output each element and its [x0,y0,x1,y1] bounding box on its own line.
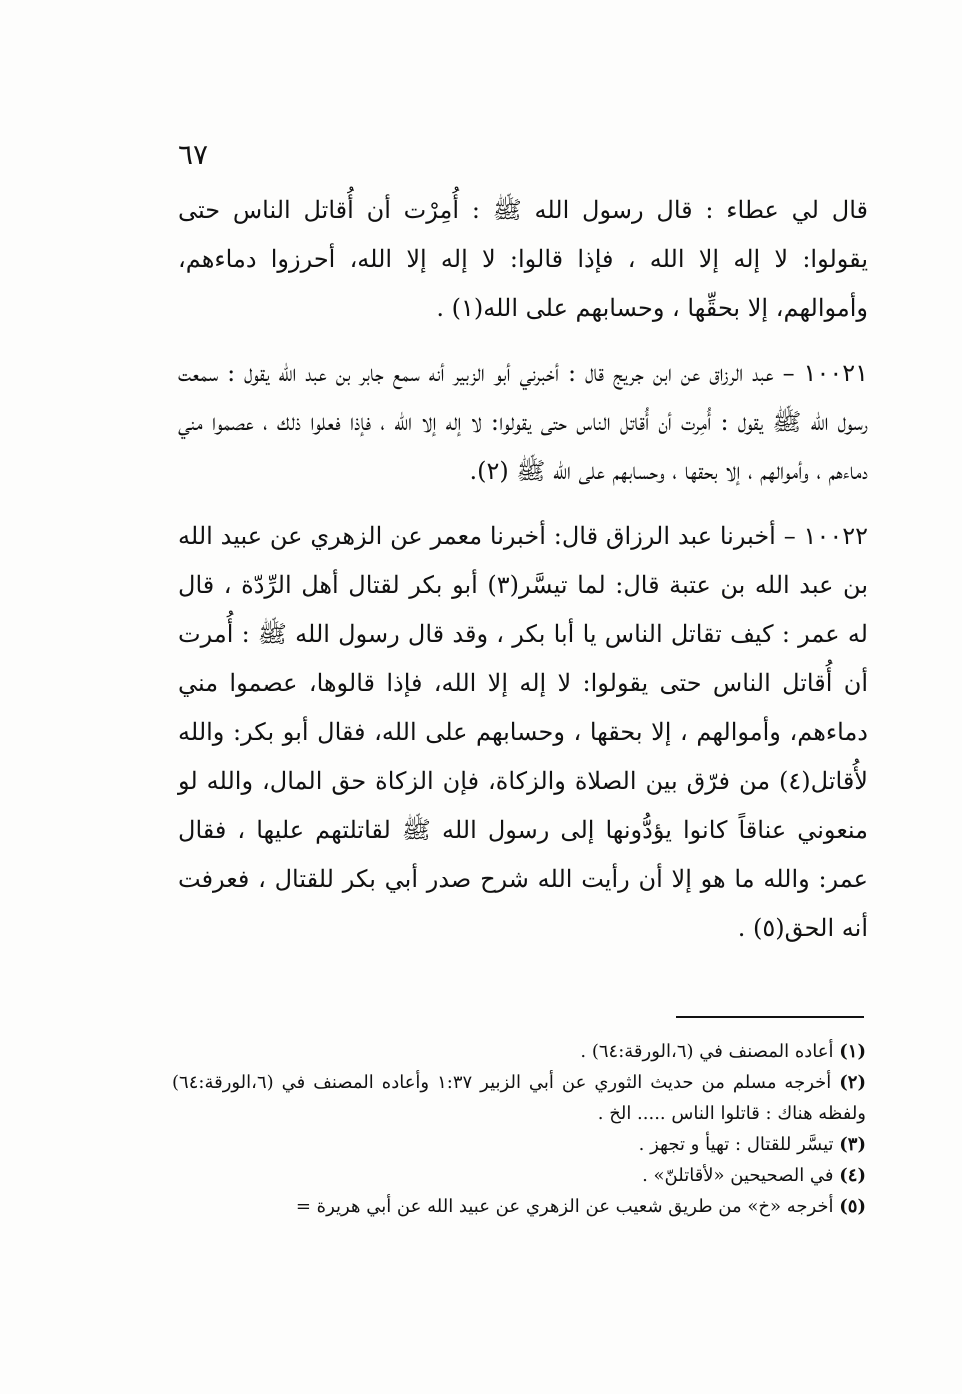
paragraph-hadith-10022: ١٠٠٢٢ – أخبرنا عبد الرزاق قال: أخبرنا معمر عن الزهري عن عبيد الله بن عبد الله بن عتبة قال: لما تيسَّر(٣) أبو بكر لقتال أهل الرِّدّة ، قال له عمر : كيف تقاتل الناس يا أبا بكر ، وقد قال رسول الله ﷺ : أُمرت أن أُقاتل الناس حتى يقولوا: لا إله إلا الله، فإذا قالوها، عصموا مني دماءهم، وأموالهم ، إلا بحقها ، وحسابهم على الله، فقال أبو بكر: والله لأُقاتل(٤) من فرّق بين الصلاة والزكاة، فإن الزكاة حق المال، والله لو منعوني عناقاً كانوا يؤدُّونها إلى رسول الله ﷺ لقاتلتهم عليها ، فقال عمر: والله ما هو إلا أن رأيت الله شرح صدر أبي بكر للقتال ، فعرفت أنه الحق(٥) . [178,522,868,942]
footnote-1 [172,1036,866,1067]
footnote-number: (٥) [839,1196,866,1217]
footnote-text: أخرجه «خ» من طريق شعيب عن الزهري عن عبيد الله عن أبي هريرة = [295,1196,834,1217]
footnote-number: (١) [839,1041,866,1062]
page-number: ٦٧ [178,138,209,171]
footnote-number: (٤) [839,1165,866,1186]
footnote-text: أعاده المصنف في (٦،الورقة:٦٤) . [580,1041,834,1062]
footnote-number: (٣) [839,1134,866,1155]
footnote-number: (٢) [839,1072,866,1093]
footnote-2 [172,1067,866,1129]
paragraph-hadith-continuation: قال لي عطاء : قال رسول الله ﷺ : أُمِرْت أن أُقاتل الناس حتى يقولوا: لا إله إلا الله ، فإذا قالوا: لا إله إلا الله، أحرزوا دماءهم، وأموالهم، إلا بحقِّها ، وحسابهم على الله(١) . [178,196,869,322]
footnote-5 [172,1191,866,1222]
main-text [178,186,868,953]
paragraph-hadith-10021: ١٠٠٢١ – عبد الرزاق عن ابن جريج قال : أخبرني أبو الزبير أنه سمع جابر بن عبد الله يقول : سمعت رسول الله ﷺ يقول : أُمِرت أن أُقاتل الناس حتى يقولوا: لا إله إلا الله ، فإذا فعلوا ذلك ، عصموا مني دماءهم ، وأموالهم ، إلا بحقها ، وحسابهم على الله ﷺ (٢). [178,359,868,485]
footnote-4 [172,1160,866,1191]
footnote-text: أخرجه مسلم من حديث الثوري عن أبي الزبير ١:٣٧ وأعاده المصنف في (٦،الورقة:٦٤) ولفظه هناك : قاتلوا الناس ..... الخ . [172,1072,866,1124]
footnotes [172,1036,866,1222]
footnote-separator [676,1016,864,1018]
footnote-3 [172,1129,866,1160]
footnote-text: في الصحيحين «لأقاتلنّ» . [642,1165,834,1186]
footnote-text: تيسَّر للقتال : تهيأ و تجهز . [638,1134,834,1155]
